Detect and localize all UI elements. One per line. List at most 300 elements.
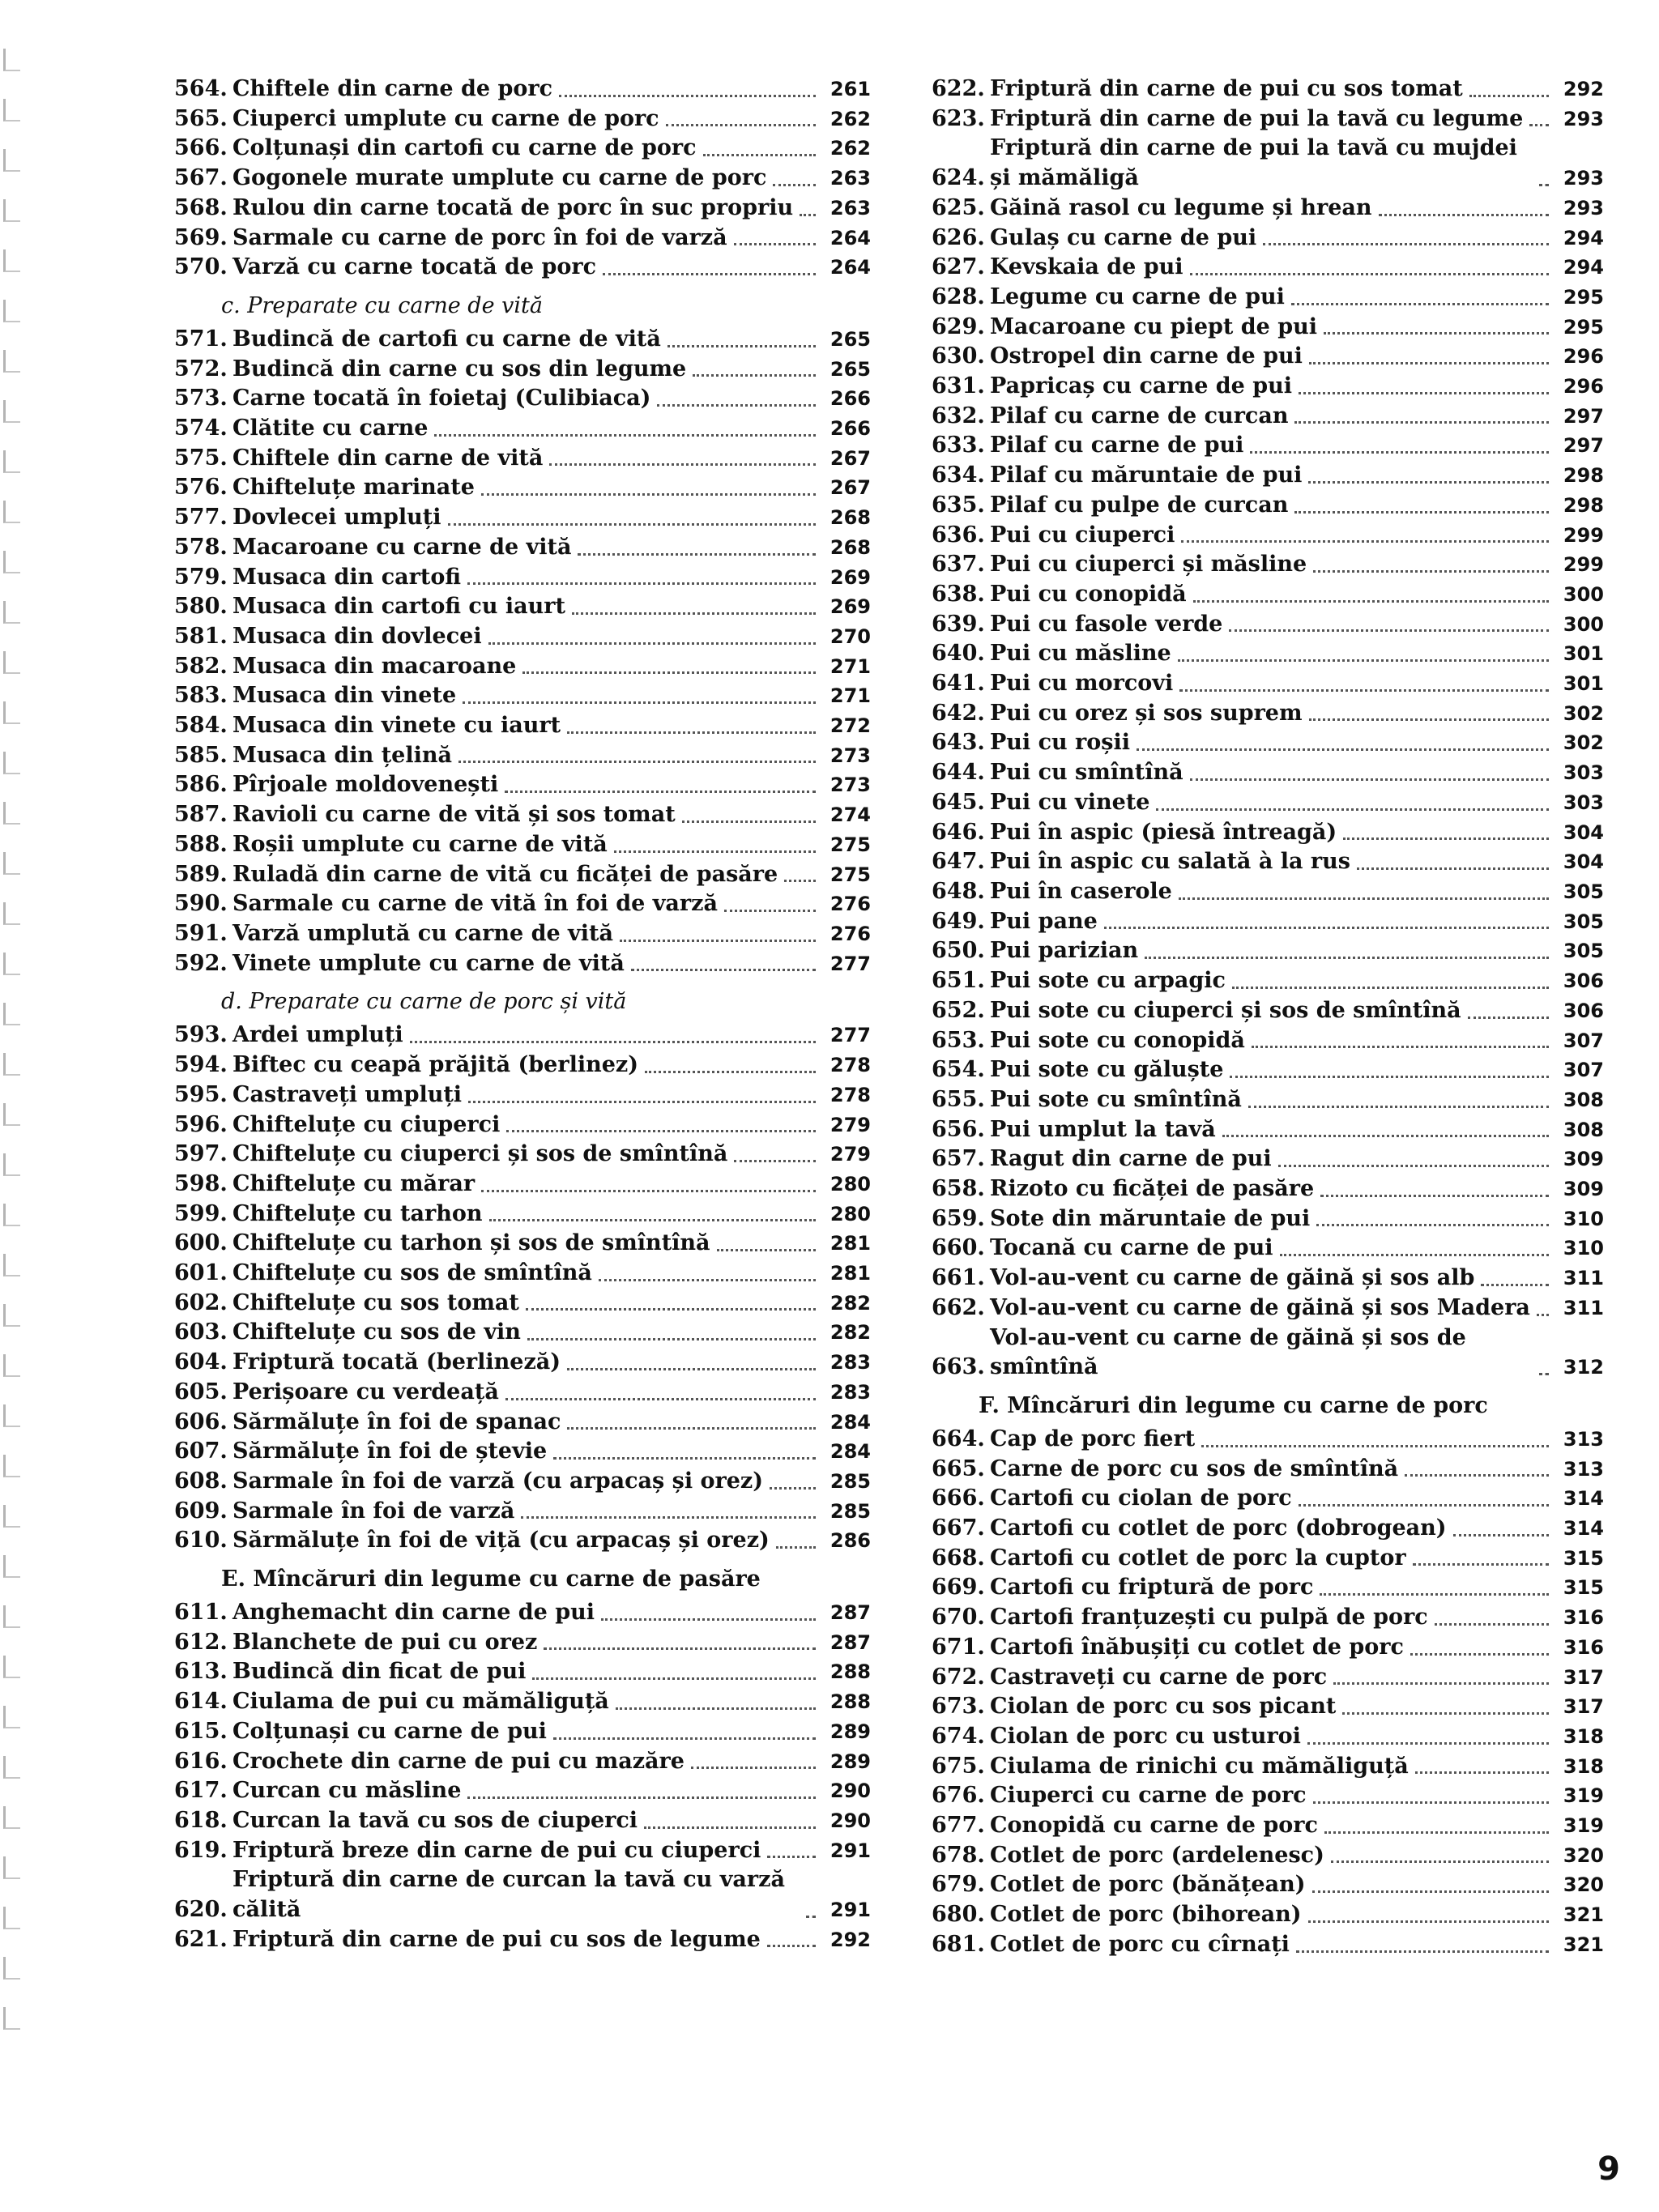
toc-entry bbox=[174, 860, 871, 890]
entry-title-wrap bbox=[990, 1633, 1555, 1663]
dot-leader bbox=[527, 1338, 816, 1340]
entry-title-wrap bbox=[232, 1051, 822, 1080]
entry-number: 666. bbox=[932, 1485, 985, 1511]
entry-page: 318 bbox=[1563, 1754, 1604, 1778]
margin-mark bbox=[3, 49, 20, 71]
entry-page: 264 bbox=[830, 256, 871, 279]
margin-mark bbox=[3, 199, 20, 222]
entry-title-wrap bbox=[990, 818, 1555, 848]
entry-title-wrap bbox=[232, 75, 822, 104]
margin-mark bbox=[3, 1907, 20, 1929]
toc-entry bbox=[932, 342, 1604, 372]
dot-leader bbox=[1331, 1860, 1549, 1863]
entry-title-wrap bbox=[990, 669, 1555, 699]
dot-leader bbox=[1481, 1284, 1549, 1286]
entry-title: Castraveți umpluți bbox=[232, 1081, 463, 1107]
entry-number: 652. bbox=[932, 997, 985, 1023]
entry-page: 313 bbox=[1563, 1457, 1604, 1481]
entry-page: 303 bbox=[1563, 761, 1604, 785]
entry-page: 275 bbox=[830, 863, 871, 886]
entry-title-wrap bbox=[990, 1055, 1555, 1085]
dot-leader bbox=[1405, 1474, 1549, 1477]
toc-entry bbox=[174, 1865, 871, 1924]
toc-entry bbox=[932, 758, 1604, 788]
entry-page: 306 bbox=[1563, 970, 1604, 993]
entry-number: 585. bbox=[174, 742, 228, 768]
entry-number: 619. bbox=[174, 1837, 228, 1863]
toc-entry bbox=[932, 194, 1604, 224]
toc-entry bbox=[932, 1544, 1604, 1574]
entry-title-wrap bbox=[232, 1408, 822, 1438]
dot-leader bbox=[1179, 689, 1549, 692]
entry-title-wrap bbox=[232, 194, 822, 224]
entry-number: 643. bbox=[932, 730, 985, 756]
entry-number: 599. bbox=[174, 1200, 228, 1226]
entry-title-wrap bbox=[232, 592, 822, 622]
entry-number: 667. bbox=[932, 1515, 985, 1541]
entry-page: 309 bbox=[1563, 1148, 1604, 1171]
entry-title: Musaca din dovlecei bbox=[232, 623, 482, 649]
dot-leader bbox=[1308, 481, 1549, 484]
entry-number: 647. bbox=[932, 849, 985, 875]
entry-number: 568. bbox=[174, 194, 228, 220]
entry-page: 284 bbox=[830, 1410, 871, 1434]
toc-entry bbox=[174, 741, 871, 771]
entry-title-wrap bbox=[232, 1657, 822, 1687]
dot-leader bbox=[1248, 1106, 1549, 1108]
entry-title: Budincă din ficat de pui bbox=[232, 1659, 527, 1685]
entry-title-wrap bbox=[990, 699, 1555, 729]
toc-entry bbox=[932, 847, 1604, 877]
entry-page: 273 bbox=[830, 744, 871, 767]
entry-page: 277 bbox=[830, 1024, 871, 1047]
entry-page: 300 bbox=[1563, 582, 1604, 606]
dot-leader bbox=[553, 1457, 816, 1460]
entry-title: Pui cu smîntînă bbox=[990, 760, 1183, 786]
dot-leader bbox=[1320, 1195, 1549, 1197]
toc-entry bbox=[174, 770, 871, 800]
section-heading: c. Preparate cu carne de vită bbox=[221, 292, 543, 318]
entry-title-wrap bbox=[990, 580, 1555, 610]
entry-title-wrap bbox=[990, 610, 1555, 640]
entry-title-wrap bbox=[990, 1930, 1555, 1960]
entry-title-wrap bbox=[990, 966, 1555, 996]
toc-entry bbox=[932, 283, 1604, 313]
entry-page: 281 bbox=[830, 1262, 871, 1285]
entry-title-wrap bbox=[990, 1514, 1555, 1544]
entry-title: Friptură din carne de pui la tavă cu mujdei și mămăligă bbox=[990, 135, 1517, 191]
dot-leader bbox=[693, 374, 816, 377]
entry-title: Sarmale cu carne de porc în foi de varză bbox=[232, 224, 727, 250]
dot-leader bbox=[1294, 421, 1549, 424]
entry-page: 279 bbox=[830, 1143, 871, 1166]
entry-title-wrap bbox=[990, 1323, 1555, 1383]
dot-leader bbox=[1263, 243, 1549, 245]
entry-title: Cotlet de porc (bihorean) bbox=[990, 1902, 1302, 1928]
entry-title: Blanchete de pui cu orez bbox=[232, 1629, 538, 1655]
toc-entry bbox=[932, 1026, 1604, 1056]
entry-page: 282 bbox=[830, 1321, 871, 1345]
entry-title: Budincă din carne cu sos din legume bbox=[232, 356, 687, 381]
entry-page: 267 bbox=[830, 476, 871, 500]
entry-title-wrap bbox=[232, 224, 822, 254]
toc-entry bbox=[174, 1051, 871, 1080]
entry-title-wrap bbox=[232, 1378, 822, 1408]
toc-entry bbox=[174, 889, 871, 919]
toc-entry bbox=[932, 877, 1604, 907]
dot-leader bbox=[467, 1796, 816, 1799]
entry-number: 588. bbox=[174, 831, 228, 857]
entry-page: 287 bbox=[830, 1630, 871, 1654]
toc-entry bbox=[932, 1514, 1604, 1544]
margin-mark bbox=[3, 1706, 20, 1728]
entry-number: 661. bbox=[932, 1265, 985, 1291]
entry-title-wrap bbox=[232, 1925, 822, 1955]
entry-title-wrap bbox=[990, 1811, 1555, 1841]
entry-number: 615. bbox=[174, 1718, 228, 1744]
toc-entry bbox=[174, 444, 871, 474]
toc-entry bbox=[932, 134, 1604, 193]
toc-entry bbox=[174, 503, 871, 533]
toc-group bbox=[174, 1598, 871, 1954]
entry-number: 659. bbox=[932, 1205, 985, 1231]
entry-title-wrap bbox=[990, 1455, 1555, 1485]
entry-page: 318 bbox=[1563, 1724, 1604, 1748]
entry-title: Pui în caserole bbox=[990, 878, 1172, 904]
toc-entry bbox=[932, 1811, 1604, 1841]
dot-leader bbox=[776, 1546, 816, 1549]
entry-number: 594. bbox=[174, 1052, 228, 1078]
entry-number: 626. bbox=[932, 224, 985, 250]
dot-leader bbox=[532, 1677, 816, 1680]
entry-page: 288 bbox=[830, 1660, 871, 1684]
dot-leader bbox=[448, 523, 816, 526]
entry-number: 649. bbox=[932, 908, 985, 934]
entry-title: Pilaf cu carne de curcan bbox=[990, 403, 1289, 428]
toc-entry bbox=[932, 1484, 1604, 1514]
toc-entry bbox=[174, 1836, 871, 1866]
toc-entry bbox=[174, 104, 871, 134]
entry-number: 639. bbox=[932, 611, 985, 637]
entry-title-wrap bbox=[232, 1259, 822, 1289]
entry-title: Macaroane cu piept de pui bbox=[990, 313, 1318, 339]
toc-entry bbox=[932, 521, 1604, 551]
entry-number: 650. bbox=[932, 938, 985, 964]
entry-title: Pui sote cu ciuperci și sos de smîntînă bbox=[990, 997, 1461, 1023]
entry-title: Ostropel din carne de pui bbox=[990, 343, 1303, 369]
margin-mark bbox=[3, 1053, 20, 1076]
margin-mark bbox=[3, 802, 20, 825]
entry-number: 583. bbox=[174, 683, 228, 709]
entry-title-wrap bbox=[990, 1870, 1555, 1900]
entry-title: Pui cu orez și sos suprem bbox=[990, 700, 1303, 726]
entry-title: Ciulama de pui cu mămăliguță bbox=[232, 1689, 609, 1715]
toc-entry bbox=[932, 1204, 1604, 1234]
dot-leader bbox=[645, 1071, 816, 1073]
toc-entry bbox=[932, 461, 1604, 491]
toc-entry bbox=[932, 1425, 1604, 1455]
dot-leader bbox=[1193, 600, 1549, 603]
dot-leader bbox=[620, 940, 816, 942]
entry-number: 632. bbox=[932, 403, 985, 428]
dot-leader bbox=[567, 1427, 816, 1430]
toc-entry bbox=[174, 414, 871, 444]
entry-page: 286 bbox=[830, 1529, 871, 1553]
entry-number: 655. bbox=[932, 1086, 985, 1112]
margin-mark bbox=[3, 350, 20, 373]
entry-number: 641. bbox=[932, 671, 985, 697]
entry-title-wrap bbox=[232, 1021, 822, 1051]
dot-leader bbox=[703, 154, 816, 156]
entry-title: Cartofi cu cotlet de porc la cuptor bbox=[990, 1545, 1406, 1571]
entry-page: 261 bbox=[830, 78, 871, 100]
dot-leader bbox=[526, 1308, 816, 1311]
entry-number: 660. bbox=[932, 1235, 985, 1261]
entry-title: Ragut din carne de pui bbox=[990, 1146, 1272, 1172]
margin-mark bbox=[3, 953, 20, 975]
toc-entry bbox=[932, 104, 1604, 134]
entry-title: Curcan la tavă cu sos de ciuperci bbox=[232, 1807, 638, 1833]
dot-leader bbox=[644, 1826, 816, 1829]
entry-number: 578. bbox=[174, 534, 228, 560]
entry-page: 315 bbox=[1563, 1546, 1604, 1570]
entry-title: Pilaf cu pulpe de curcan bbox=[990, 492, 1289, 518]
dot-leader bbox=[1230, 1076, 1549, 1078]
entry-page: 298 bbox=[1563, 493, 1604, 517]
entry-title-wrap bbox=[232, 563, 822, 593]
margin-mark bbox=[3, 1505, 20, 1528]
entry-number: 607. bbox=[174, 1438, 228, 1464]
dot-leader bbox=[1190, 273, 1549, 275]
entry-title: Chifteluțe cu sos de smîntînă bbox=[232, 1260, 592, 1286]
entry-number: 602. bbox=[174, 1289, 228, 1315]
entry-page: 304 bbox=[1563, 850, 1604, 874]
dot-leader bbox=[724, 910, 816, 912]
entry-title: Musaca din vinete cu iaurt bbox=[232, 713, 561, 739]
dot-leader bbox=[1190, 778, 1549, 781]
entry-title-wrap bbox=[232, 325, 822, 355]
entry-title-wrap bbox=[232, 1110, 822, 1140]
margin-mark bbox=[3, 1656, 20, 1678]
entry-title-wrap bbox=[232, 1687, 822, 1717]
entry-page: 271 bbox=[830, 654, 871, 678]
entry-number: 604. bbox=[174, 1349, 228, 1375]
entry-title-wrap bbox=[990, 639, 1555, 669]
entry-title-wrap bbox=[990, 372, 1555, 402]
dot-leader bbox=[1309, 362, 1549, 364]
entry-number: 668. bbox=[932, 1545, 985, 1571]
entry-title: Pui cu morcovi bbox=[990, 671, 1174, 697]
entry-number: 616. bbox=[174, 1748, 228, 1774]
dot-leader bbox=[410, 1041, 816, 1043]
entry-title: Roșii umplute cu carne de vită bbox=[232, 831, 608, 857]
entry-number: 674. bbox=[932, 1723, 985, 1749]
entry-page: 314 bbox=[1563, 1517, 1604, 1541]
entry-title: Ciuperci umplute cu carne de porc bbox=[232, 105, 659, 131]
entry-title-wrap bbox=[232, 355, 822, 385]
toc-entry bbox=[932, 1900, 1604, 1930]
entry-number: 672. bbox=[932, 1664, 985, 1690]
toc-entry bbox=[174, 622, 871, 652]
entry-title-wrap bbox=[232, 770, 822, 800]
entry-title: Musaca din țelină bbox=[232, 742, 453, 768]
entry-title-wrap bbox=[232, 800, 822, 830]
entry-page: 293 bbox=[1563, 196, 1604, 219]
entry-number: 572. bbox=[174, 356, 228, 381]
entry-title-wrap bbox=[232, 1348, 822, 1378]
margin-mark bbox=[3, 450, 20, 473]
entry-title: Pui sote cu smîntînă bbox=[990, 1086, 1242, 1112]
toc-entry bbox=[174, 1776, 871, 1806]
toc-group bbox=[174, 1021, 871, 1556]
entry-title: Vol-au-vent cu carne de găină și sos de smîntînă bbox=[990, 1324, 1466, 1380]
entry-title: Cartofi franțuzești cu pulpă de porc bbox=[990, 1605, 1428, 1630]
dot-leader bbox=[1232, 987, 1549, 989]
toc-entry bbox=[932, 431, 1604, 461]
entry-title: Friptură din carne de pui la tavă cu legume bbox=[990, 105, 1524, 131]
dot-leader bbox=[572, 612, 816, 615]
dot-leader bbox=[767, 1945, 816, 1947]
toc-entry bbox=[932, 372, 1604, 402]
entry-title-wrap bbox=[990, 1603, 1555, 1633]
entry-number: 603. bbox=[174, 1319, 228, 1345]
entry-title-wrap bbox=[232, 1526, 822, 1556]
dot-leader bbox=[1229, 629, 1549, 632]
entry-number: 617. bbox=[174, 1778, 228, 1804]
entry-page: 305 bbox=[1563, 880, 1604, 903]
entry-title-wrap bbox=[990, 461, 1555, 491]
entry-title-wrap bbox=[990, 847, 1555, 877]
toc-entry bbox=[932, 1264, 1604, 1294]
entry-page: 298 bbox=[1563, 464, 1604, 488]
entry-title-wrap bbox=[990, 1663, 1555, 1693]
entry-page: 293 bbox=[1563, 167, 1604, 190]
margin-mark bbox=[3, 1204, 20, 1226]
toc-entry bbox=[932, 1930, 1604, 1960]
dot-leader bbox=[631, 969, 816, 971]
dot-leader bbox=[1178, 659, 1549, 662]
entry-number: 673. bbox=[932, 1694, 985, 1720]
entry-number: 634. bbox=[932, 462, 985, 488]
entry-page: 307 bbox=[1563, 1029, 1604, 1052]
entry-title: Friptură din carne de curcan la tavă cu varză călită bbox=[232, 1867, 785, 1923]
entry-page: 277 bbox=[830, 952, 871, 975]
entry-title: Biftec cu ceapă prăjită (berlinez) bbox=[232, 1052, 639, 1078]
entry-number: 586. bbox=[174, 772, 228, 798]
dot-leader bbox=[616, 1707, 816, 1710]
entry-title-wrap bbox=[990, 1264, 1555, 1294]
entry-page: 280 bbox=[830, 1202, 871, 1225]
dot-leader bbox=[717, 1249, 816, 1251]
entry-title-wrap bbox=[990, 75, 1555, 104]
entry-title: Musaca din cartofi bbox=[232, 564, 461, 590]
entry-title: Cartofi cu ciolan de porc bbox=[990, 1485, 1292, 1511]
dot-leader bbox=[599, 1279, 816, 1281]
entry-page: 276 bbox=[830, 922, 871, 945]
entry-number: 654. bbox=[932, 1057, 985, 1083]
entry-page: 293 bbox=[1563, 107, 1604, 130]
entry-number: 597. bbox=[174, 1141, 228, 1167]
dot-leader bbox=[489, 1219, 816, 1221]
entry-title: Sarmale în foi de varză (cu arpacaș și orez) bbox=[232, 1468, 764, 1494]
entry-title-wrap bbox=[232, 1628, 822, 1658]
dot-leader bbox=[1313, 570, 1549, 573]
toc-group bbox=[174, 325, 871, 978]
entry-page: 263 bbox=[830, 196, 871, 219]
entry-page: 289 bbox=[830, 1750, 871, 1773]
entry-page: 314 bbox=[1563, 1487, 1604, 1511]
entry-number: 610. bbox=[174, 1528, 228, 1554]
entry-number: 574. bbox=[174, 416, 228, 441]
entry-number: 664. bbox=[932, 1426, 985, 1451]
entry-page: 269 bbox=[830, 565, 871, 589]
entry-title: Pui sote cu arpagic bbox=[990, 968, 1226, 994]
entry-number: 658. bbox=[932, 1176, 985, 1202]
entry-title: Pui cu roșii bbox=[990, 730, 1131, 756]
entry-title: Carne tocată în foietaj (Culibiaca) bbox=[232, 386, 651, 411]
entry-page: 321 bbox=[1563, 1933, 1604, 1956]
dot-leader bbox=[1324, 1831, 1549, 1834]
toc-entry bbox=[174, 711, 871, 741]
entry-number: 566. bbox=[174, 135, 228, 161]
toc-entry bbox=[174, 1437, 871, 1467]
toc-entry bbox=[932, 1633, 1604, 1663]
dot-leader bbox=[578, 553, 816, 556]
entry-title: Perișoare cu verdeață bbox=[232, 1379, 499, 1404]
entry-title: Vol-au-vent cu carne de găină și sos Madera bbox=[990, 1294, 1530, 1320]
toc-entry bbox=[932, 1294, 1604, 1323]
entry-page: 313 bbox=[1563, 1427, 1604, 1451]
toc-entry bbox=[932, 1663, 1604, 1693]
margin-mark bbox=[3, 1153, 20, 1176]
entry-number: 573. bbox=[174, 386, 228, 411]
entry-page: 274 bbox=[830, 803, 871, 827]
entry-title-wrap bbox=[232, 1467, 822, 1497]
entry-title: Pui cu ciuperci și măsline bbox=[990, 552, 1307, 578]
toc-entry bbox=[174, 224, 871, 254]
entry-page: 297 bbox=[1563, 404, 1604, 428]
entry-number: 671. bbox=[932, 1634, 985, 1660]
entry-page: 310 bbox=[1563, 1207, 1604, 1230]
entry-number: 633. bbox=[932, 433, 985, 458]
entry-number: 618. bbox=[174, 1807, 228, 1833]
entry-title: Rizoto cu ficăței de pasăre bbox=[990, 1176, 1315, 1202]
entry-title-wrap bbox=[232, 622, 822, 652]
toc-entry bbox=[932, 966, 1604, 996]
entry-number: 631. bbox=[932, 373, 985, 399]
margin-mark bbox=[3, 149, 20, 172]
entry-number: 663. bbox=[932, 1354, 985, 1380]
toc-entry bbox=[174, 830, 871, 860]
entry-number: 636. bbox=[932, 522, 985, 548]
entry-page: 289 bbox=[830, 1720, 871, 1743]
dot-leader bbox=[468, 1101, 816, 1103]
entry-page: 275 bbox=[830, 833, 871, 856]
toc-entry bbox=[932, 1870, 1604, 1900]
margin-mark bbox=[3, 651, 20, 674]
entry-title-wrap bbox=[232, 860, 822, 890]
entry-title-wrap bbox=[990, 1752, 1555, 1782]
toc-entry bbox=[174, 1657, 871, 1687]
margin-mark bbox=[3, 1103, 20, 1126]
entry-title-wrap bbox=[990, 1841, 1555, 1871]
entry-title: Gogonele murate umplute cu carne de porc bbox=[232, 165, 767, 191]
entry-page: 294 bbox=[1563, 226, 1604, 249]
dot-leader bbox=[559, 95, 816, 97]
dot-leader bbox=[505, 1398, 816, 1400]
entry-title-wrap bbox=[232, 104, 822, 134]
entry-title: Gulaș cu carne de pui bbox=[990, 224, 1257, 250]
